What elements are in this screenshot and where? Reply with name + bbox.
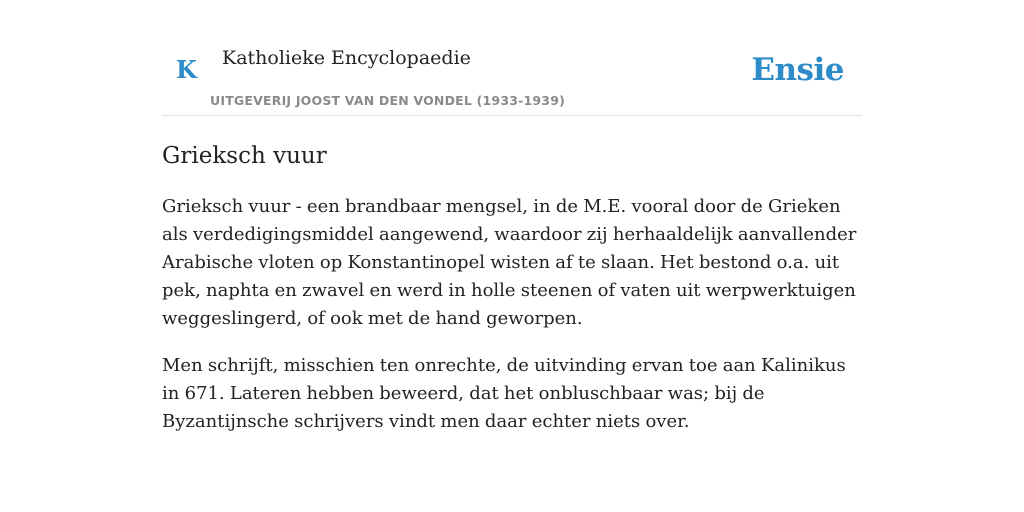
ensie-logo[interactable]: Ensie [751, 52, 844, 88]
publication-title[interactable]: Katholieke Encyclopaedie [222, 47, 471, 69]
header [162, 0, 862, 116]
article-paragraph: Men schrijft, misschien ten onrechte, de uitvinding ervan toe aan Kalinikus in 671. Lateren hebben beweerd, dat het onbluschbaar was; bij de Byzantijnsche schrijvers vindt men daar echter niets over. [162, 355, 846, 432]
article-paragraph: Grieksch vuur - een brandbaar mengsel, in de M.E. vooral door de Grieken als verdedigingsmiddel aangewend, waardoor zij herhaaldelijk aanvallender Arabische vloten op Konstantinopel wisten af te slaan. Het bestond o.a. uit pek, naphta en zwavel en werd in holle steenen of vaten uit werpwerktuigen weggeslingerd, of ook met de hand geworpen. [162, 196, 857, 329]
article-title: Grieksch vuur [162, 143, 327, 169]
page [162, 0, 862, 436]
article-body [162, 193, 862, 436]
publisher-subtitle: UITGEVERIJ JOOST VAN DEN VONDEL (1933-1939) [210, 93, 566, 108]
encyclopedia-logo-icon[interactable]: K [176, 55, 197, 84]
